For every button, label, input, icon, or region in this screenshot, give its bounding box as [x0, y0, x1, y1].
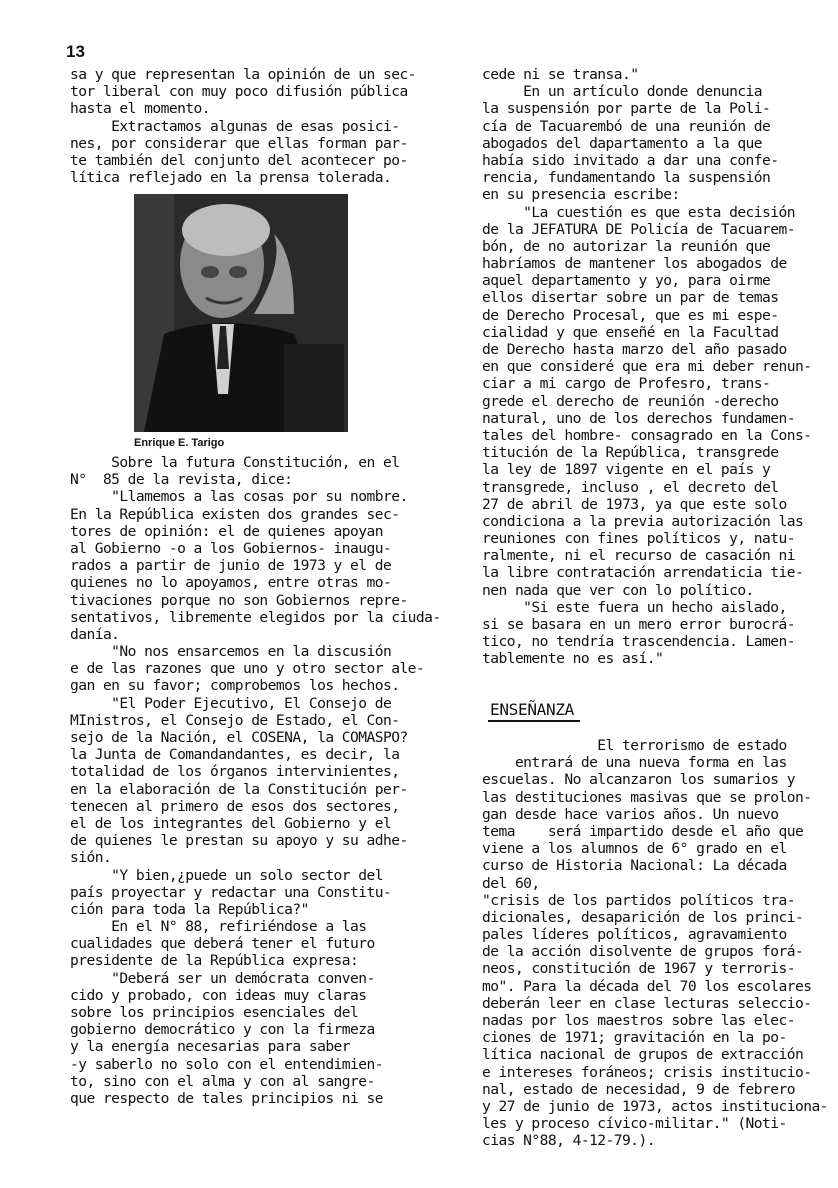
text-line: ralmente, ni el recurso de casación ni	[482, 547, 795, 565]
text-line: de la acción disolvente de grupos forá-	[482, 943, 804, 961]
text-line: cido y probado, con ideas muy claras	[70, 986, 367, 1004]
text-line: bón, de no autorizar la reunión que	[482, 237, 771, 255]
photo-caption: Enrique E. Tarigo	[134, 437, 225, 449]
text-line: ciones de 1971; gravitación en la po-	[482, 1029, 787, 1047]
text-line: 27 de abril de 1973, ya que este solo	[482, 495, 787, 513]
text-line: dicionales, desaparición de los princi-	[482, 908, 804, 926]
text-line: nadas por los maestros sobre las elec-	[482, 1012, 795, 1029]
text-line: natural, uno de los derechos fundamen-	[482, 409, 795, 427]
section-underline	[488, 720, 580, 722]
text-line: "crisis de los partidos políticos tra-	[482, 891, 795, 909]
text-line: la ley de 1897 vigente en el país y	[482, 461, 771, 479]
text-line: viene a los alumnos de 6° grado en el	[482, 840, 787, 858]
text-line: tico, no tendría trascendencia. Lamen-	[482, 633, 795, 651]
text-line: en que consideré que era mi deber renun-	[482, 358, 812, 376]
text-line: que respecto de tales principios ni se	[70, 1089, 383, 1107]
text-line: "Llamemos a las cosas por su nombre.	[70, 488, 408, 506]
text-line: N° 85 de la revista, dice:	[70, 471, 293, 489]
text-line: las destituciones masivas que se prolon-	[482, 788, 812, 806]
text-line: escuelas. No alcanzaron los sumarios y	[482, 771, 795, 789]
text-line: les y proceso cívico-militar." (Noti-	[482, 1115, 787, 1133]
text-line: "Si este fuera un hecho aislado,	[482, 598, 787, 616]
text-line: de Derecho hasta marzo del año pasado	[482, 341, 787, 358]
text-line: del 60,	[482, 874, 540, 892]
text-line: tivaciones porque no son Gobiernos repre-	[70, 591, 408, 609]
text-line: presidente de la República expresa:	[70, 952, 359, 970]
text-line: nes, por considerar que ellas forman par-	[70, 134, 408, 152]
text-line: MInistros, el Consejo de Estado, el Con-	[70, 711, 400, 729]
text-line: mo". Para la década del 70 los escolares	[482, 977, 812, 995]
text-line: sobre los principios esenciales del	[70, 1004, 359, 1021]
text-line: rados a partir de junio de 1973 y el de	[70, 557, 392, 575]
text-line: -y saberlo no solo con el entendimien-	[70, 1055, 383, 1073]
text-line: ción para toda la República?"	[70, 900, 309, 918]
text-line: sa y que representan la opinión de un sec-	[70, 66, 416, 83]
text-line: En el N° 88, refiriéndose a las	[70, 918, 367, 936]
text-line: lítica reflejado en la prensa tolerada.	[70, 169, 392, 187]
text-line: tema será impartido desde el año que	[482, 822, 804, 840]
text-line: ellos disertar sobre un par de temas	[482, 289, 779, 307]
text-line: gan en su favor; comprobemos los hechos.	[70, 677, 400, 695]
text-line: cualidades que deberá tener el futuro	[70, 935, 375, 953]
left-column-top	[70, 66, 432, 186]
text-line: titución de la República, transgrede	[482, 444, 779, 462]
text-line: quienes no lo apoyamos, entre otras mo-	[70, 574, 392, 592]
text-line: "La cuestión es que esta decisión	[482, 203, 795, 221]
text-line: de la JEFATURA DE Policía de Tacuarem-	[482, 220, 795, 238]
text-line: lítica nacional de grupos de extracción	[482, 1046, 804, 1064]
text-line: ciar a mi cargo de Profesro, trans-	[482, 375, 771, 393]
text-line: gobierno democrático y con la firmeza	[70, 1021, 375, 1039]
text-line: to, sino con el alma y con al sangre-	[70, 1072, 375, 1090]
text-line: e intereses foráneos; crisis institucio-	[482, 1063, 812, 1081]
text-line: rencia, fundamentando la suspensión	[482, 169, 771, 187]
text-line: sejo de la Nación, el COSENA, la COMASPO?	[70, 729, 408, 746]
text-line: "No nos ensarcemos en la discusión	[70, 643, 392, 661]
text-line: En la República existen dos grandes sec-	[70, 505, 400, 523]
text-line: sentativos, libremente elegidos por la ciuda-	[70, 608, 441, 626]
text-line: al Gobierno -o a los Gobiernos- inaugu-	[70, 539, 392, 557]
text-line: te también del conjunto del acontecer po-	[70, 151, 408, 169]
text-line: entrará de una nueva forma en las	[482, 754, 787, 772]
text-line: Extractamos algunas de esas posici-	[70, 117, 400, 135]
section-heading: ENSEÑANZA	[490, 700, 574, 719]
text-line: y 27 de junio de 1973, actos instituciona-	[482, 1097, 828, 1115]
text-line: "Y bien,¿puede un solo sector del	[70, 866, 383, 884]
text-line: aquel departamento y yo, para oirme	[482, 272, 771, 290]
text-line: país proyectar y redactar una Constitu-	[70, 883, 392, 901]
text-line: transgrede, incluso , el decreto del	[482, 478, 779, 496]
text-line: reuniones con fines políticos y, natu-	[482, 530, 795, 548]
text-line: hasta el momento.	[70, 100, 211, 118]
text-line: nal, estado de necesidad, 9 de febrero	[482, 1080, 795, 1098]
text-line: En un artículo donde denuncia	[482, 83, 763, 101]
text-line: e de las razones que uno y otro sector ale-	[70, 660, 425, 678]
text-line: abogados del dapartamento a la que	[482, 134, 763, 152]
text-line: gan desde hace varios años. Un nuevo	[482, 805, 779, 823]
text-line: cía de Tacuarembó de una reunión de	[482, 117, 771, 135]
text-line: habríamos de mantener los abogados de	[482, 255, 787, 273]
text-line: la Junta de Comandandantes, es decir, la	[70, 746, 400, 764]
text-line: deberán leer en clase lecturas seleccio-	[482, 994, 812, 1012]
text-line: la libre contratación arrendaticia tie-	[482, 564, 804, 582]
text-line: en la elaboración de la Constitución per-	[70, 780, 408, 798]
right-column-top	[482, 66, 822, 668]
text-line: tenecen al primero de esos dos sectores,	[70, 797, 400, 815]
page-number: 13	[66, 42, 85, 61]
text-line: en su presencia escribe:	[482, 186, 680, 204]
text-line: sión.	[70, 849, 112, 867]
text-line: y la energía necesarias para saber	[70, 1038, 351, 1056]
text-line: tablemente no es así."	[482, 650, 664, 668]
text-line: "El Poder Ejecutivo, El Consejo de	[70, 694, 392, 712]
text-line: de quienes le prestan su apoyo y su adhe-	[70, 832, 408, 850]
text-line: cede ni se transa."	[482, 66, 639, 83]
text-line: neos, constitución de 1967 y terroris-	[482, 960, 795, 978]
text-line: cialidad y que enseñé en la Facultad	[482, 323, 779, 341]
text-line: la suspensión por parte de la Poli-	[482, 100, 771, 118]
text-line: pales líderes políticos, agravamiento	[482, 926, 787, 944]
text-line: "Deberá ser un demócrata conven-	[70, 969, 375, 987]
text-line: había sido invitado a dar una confe-	[482, 151, 779, 169]
text-line: El terrorismo de estado	[482, 737, 787, 754]
text-line: de Derecho Procesal, que es mi espe-	[482, 306, 779, 324]
portrait-photo	[134, 194, 348, 432]
text-line: si se basara en un mero error burocrá-	[482, 616, 795, 633]
right-column-bottom	[482, 737, 828, 1150]
text-line: tor liberal con muy poco difusión pública	[70, 83, 408, 101]
text-line: curso de Historia Nacional: La década	[482, 857, 787, 875]
text-line: tores de opinión: el de quienes apoyan	[70, 522, 383, 540]
text-line: tales del hombre- consagrado en la Cons-	[482, 426, 812, 444]
text-line: cias N°88, 4-12-79.).	[482, 1132, 655, 1150]
text-line: danía.	[70, 625, 120, 643]
text-line: nen nada que ver con lo político.	[482, 581, 754, 599]
text-line: grede el derecho de reunión -derecho	[482, 392, 779, 410]
left-column-bottom	[70, 454, 441, 1107]
text-line: Sobre la futura Constitución, en el	[70, 454, 400, 471]
text-line: totalidad de los órganos intervinientes,	[70, 763, 400, 781]
text-line: el de los integrantes del Gobierno y el	[70, 814, 392, 832]
text-line: condiciona a la previa autorización las	[482, 512, 804, 530]
